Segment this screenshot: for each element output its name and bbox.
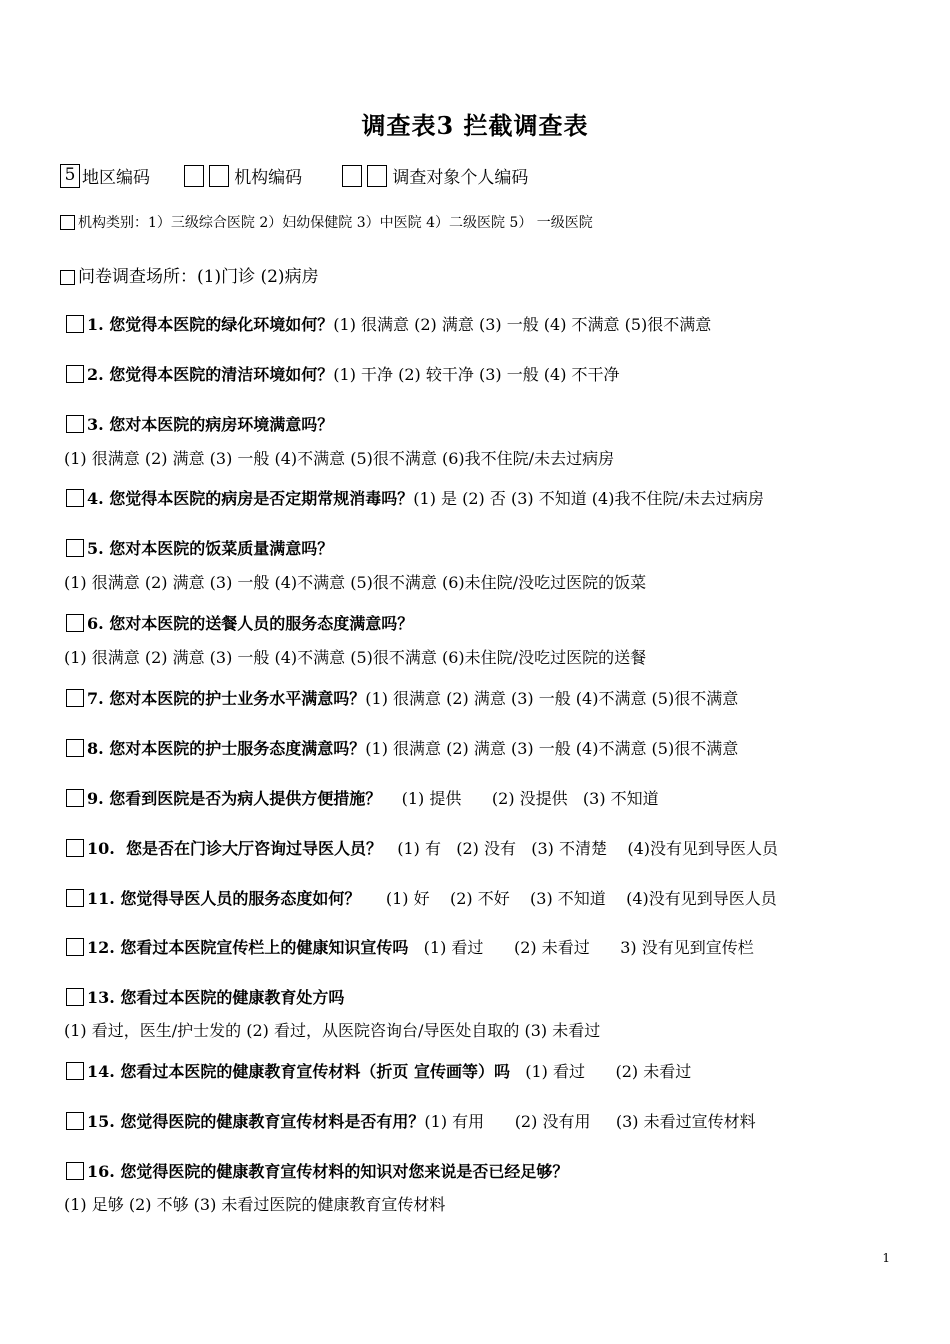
question-11 bbox=[66, 886, 777, 909]
question-12-text: 12. 您看过本医院宣传栏上的健康知识宣传吗 bbox=[87, 938, 409, 957]
question-12-options: (1) 看过 (2) 未看过 3) 没有见到宣传栏 bbox=[408, 938, 754, 957]
question-2-text: 2. 您觉得本医院的清洁环境如何？ bbox=[87, 365, 334, 384]
question-7-options: (1) 很满意 (2) 满意 (3) 一般 (4)不满意 (5)很不满意 bbox=[365, 689, 739, 708]
question-15 bbox=[66, 1109, 756, 1132]
question-11-text: 11. 您觉得导医人员的服务态度如何？ bbox=[87, 889, 361, 908]
question-4-text: 4. 您觉得本医院的病房是否定期常规消毒吗？ bbox=[87, 489, 414, 508]
question-9-checkbox[interactable] bbox=[66, 789, 84, 807]
person-code-label: 调查对象个人编码 bbox=[392, 168, 529, 188]
question-3 bbox=[66, 412, 333, 435]
question-14-text: 14. 您看过本医院的健康教育宣传材料（折页 宣传画等）吗 bbox=[87, 1062, 510, 1081]
question-12 bbox=[66, 935, 754, 958]
question-4 bbox=[66, 486, 764, 509]
person-code-box-2[interactable] bbox=[367, 165, 387, 187]
question-14-checkbox[interactable] bbox=[66, 1062, 84, 1080]
question-16-checkbox[interactable] bbox=[66, 1162, 84, 1180]
question-9 bbox=[66, 786, 659, 809]
region-code-label: 地区编码 bbox=[82, 168, 150, 188]
question-16-options: (1) 足够 (2) 不够 (3) 未看过医院的健康教育宣传材料 bbox=[64, 1195, 446, 1214]
question-1-checkbox[interactable] bbox=[66, 315, 84, 333]
question-8-checkbox[interactable] bbox=[66, 739, 84, 757]
question-2 bbox=[66, 362, 620, 385]
question-3-options: (1) 很满意 (2) 满意 (3) 一般 (4)不满意 (5)很不满意 (6)我不住院/未去过病房 bbox=[64, 449, 615, 468]
question-8-text: 8. 您对本医院的护士服务态度满意吗？ bbox=[87, 739, 366, 758]
question-7 bbox=[66, 686, 738, 709]
question-16 bbox=[66, 1159, 568, 1182]
question-5-options: (1) 很满意 (2) 满意 (3) 一般 (4)不满意 (5)很不满意 (6)未住院/没吃过医院的饭菜 bbox=[64, 573, 647, 592]
question-5-text: 5. 您对本医院的饭菜质量满意吗？ bbox=[87, 539, 334, 558]
question-1-text: 1. 您觉得本医院的绿化环境如何？ bbox=[87, 315, 334, 334]
question-6-checkbox[interactable] bbox=[66, 614, 84, 632]
question-15-checkbox[interactable] bbox=[66, 1112, 84, 1130]
question-5-checkbox[interactable] bbox=[66, 539, 84, 557]
question-5 bbox=[66, 536, 333, 559]
location-row bbox=[60, 262, 319, 287]
org-type-checkbox[interactable] bbox=[60, 215, 75, 230]
question-1 bbox=[66, 312, 711, 335]
question-4-options: (1) 是 (2) 否 (3) 不知道 (4)我不住院/未去过病房 bbox=[413, 489, 764, 508]
org-code-box-2[interactable] bbox=[209, 165, 229, 187]
question-10 bbox=[66, 836, 778, 859]
question-6-text: 6. 您对本医院的送餐人员的服务态度满意吗？ bbox=[87, 614, 414, 633]
question-8 bbox=[66, 736, 738, 759]
question-13-checkbox[interactable] bbox=[66, 988, 84, 1006]
question-3-text: 3. 您对本医院的病房环境满意吗？ bbox=[87, 415, 334, 434]
question-6 bbox=[66, 611, 413, 634]
page-title: 调查表3 拦截调查表 bbox=[361, 111, 589, 140]
question-6-options: (1) 很满意 (2) 满意 (3) 一般 (4)不满意 (5)很不满意 (6)未住院/没吃过医院的送餐 bbox=[64, 648, 647, 667]
question-2-checkbox[interactable] bbox=[66, 365, 84, 383]
question-13 bbox=[66, 985, 344, 1008]
question-2-options: (1) 干净 (2) 较干净 (3) 一般 (4) 不干净 bbox=[333, 365, 620, 384]
question-10-options: (1) 有 (2) 没有 (3) 不清楚 (4)没有见到导医人员 bbox=[381, 839, 779, 858]
question-8-options: (1) 很满意 (2) 满意 (3) 一般 (4)不满意 (5)很不满意 bbox=[365, 739, 739, 758]
location-text: 问卷调查场所：(1)门诊 (2)病房 bbox=[78, 267, 319, 287]
region-code-field[interactable]: 5 bbox=[60, 164, 80, 188]
question-13-options: (1) 看过，医生/护士发的 (2) 看过，从医院咨询台/导医处自取的 (3) 未看过 bbox=[64, 1021, 601, 1040]
question-16-text: 16. 您觉得医院的健康教育宣传材料的知识对您来说是否已经足够？ bbox=[87, 1162, 569, 1181]
question-9-options: (1) 提供 (2) 没提供 (3) 不知道 bbox=[381, 789, 659, 808]
question-7-checkbox[interactable] bbox=[66, 689, 84, 707]
question-12-checkbox[interactable] bbox=[66, 938, 84, 956]
org-code-box-1[interactable] bbox=[184, 165, 204, 187]
question-14-options: (1) 看过 (2) 未看过 bbox=[509, 1062, 692, 1081]
question-10-checkbox[interactable] bbox=[66, 839, 84, 857]
question-13-text: 13. 您看过本医院的健康教育处方吗 bbox=[87, 988, 345, 1007]
question-11-options: (1) 好 (2) 不好 (3) 不知道 (4)没有见到导医人员 bbox=[360, 889, 777, 908]
org-code-label: 机构编码 bbox=[234, 168, 303, 188]
question-4-checkbox[interactable] bbox=[66, 489, 84, 507]
page-number: 1 bbox=[882, 1251, 890, 1265]
question-7-text: 7. 您对本医院的护士业务水平满意吗？ bbox=[87, 689, 366, 708]
code-row bbox=[60, 163, 528, 188]
question-11-checkbox[interactable] bbox=[66, 889, 84, 907]
org-type-text: 机构类别：1）三级综合医院 2）妇幼保健院 3）中医院 4）二级医院 5） 一级医院 bbox=[78, 215, 593, 231]
person-code-box-1[interactable] bbox=[342, 165, 362, 187]
question-10-text: 10. 您是否在门诊大厅咨询过导医人员？ bbox=[87, 839, 382, 858]
question-14 bbox=[66, 1059, 691, 1082]
question-15-text: 15. 您觉得医院的健康教育宣传材料是否有用？ bbox=[87, 1112, 425, 1131]
question-3-checkbox[interactable] bbox=[66, 415, 84, 433]
question-15-options: (1) 有用 (2) 没有用 (3) 未看过宣传材料 bbox=[424, 1112, 756, 1131]
question-9-text: 9. 您看到医院是否为病人提供方便措施？ bbox=[87, 789, 382, 808]
location-checkbox[interactable] bbox=[60, 270, 75, 285]
org-type-row bbox=[60, 212, 593, 232]
question-1-options: (1) 很满意 (2) 满意 (3) 一般 (4) 不满意 (5)很不满意 bbox=[333, 315, 712, 334]
